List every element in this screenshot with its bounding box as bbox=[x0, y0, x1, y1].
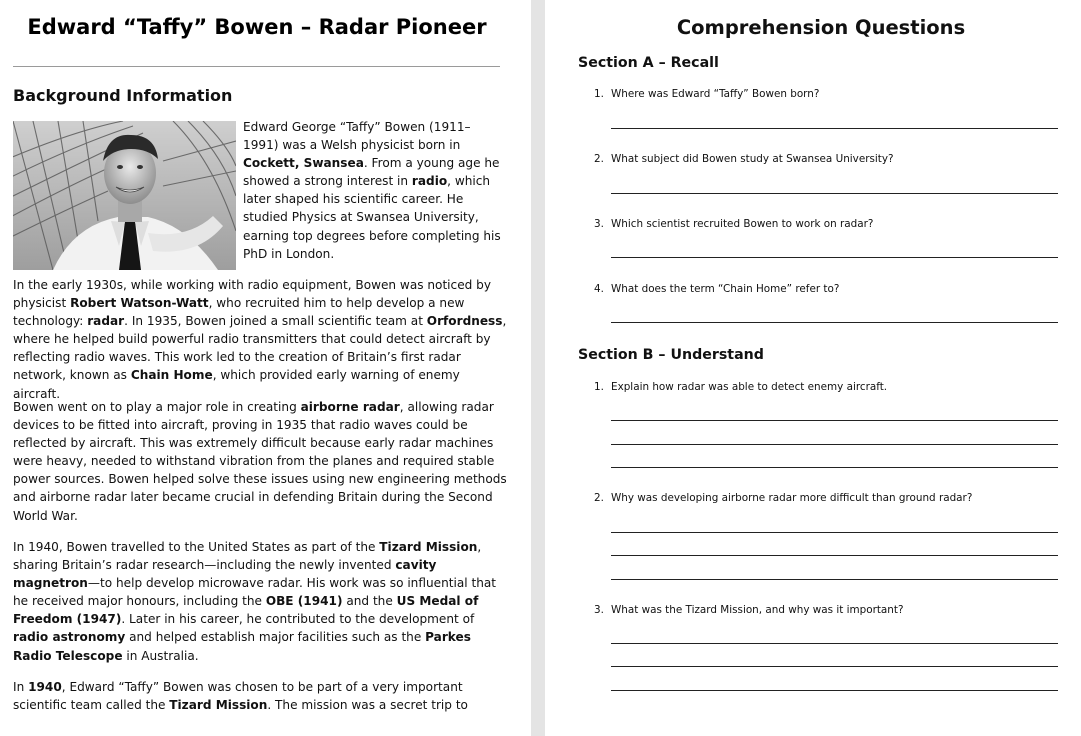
bold-text: Parkes Radio Telescope bbox=[13, 630, 471, 663]
text-run: , which later shaped his scientific career. He studied Physics at Swansea University, earning top degrees before completing his PhD in London. bbox=[243, 174, 501, 261]
bold-text: Chain Home bbox=[130, 368, 213, 383]
answer-line[interactable] bbox=[611, 643, 1058, 644]
question-number: 4. bbox=[594, 283, 604, 295]
background-heading: Background Information bbox=[13, 86, 233, 105]
text-run: . Later in his career, he contributed to the development of bbox=[121, 612, 475, 627]
bold-text: US Medal of Freedom (1947) bbox=[13, 594, 479, 627]
document-title: Edward “Taffy” Bowen – Radar Pioneer bbox=[27, 15, 487, 39]
question-number: 2. bbox=[594, 492, 604, 504]
questions-title: Comprehension Questions bbox=[676, 16, 966, 39]
question-text: Explain how radar was able to detect enemy aircraft. bbox=[611, 381, 888, 393]
question-number: 3. bbox=[594, 218, 604, 230]
question-text: What subject did Bowen study at Swansea University? bbox=[611, 153, 894, 165]
answer-line[interactable] bbox=[611, 420, 1058, 421]
question-a2 bbox=[594, 153, 894, 165]
bold-text: radar bbox=[87, 314, 125, 329]
bold-text: OBE (1941) bbox=[265, 594, 343, 609]
question-number: 1. bbox=[594, 88, 604, 100]
bold-text: Robert Watson-Watt bbox=[70, 296, 209, 311]
text-run: and helped establish major facilities such as the bbox=[125, 630, 426, 645]
question-number: 1. bbox=[594, 381, 604, 393]
question-a3 bbox=[594, 218, 873, 230]
bold-text: 1940 bbox=[28, 680, 62, 694]
answer-line[interactable] bbox=[611, 467, 1058, 468]
text-run: , sharing Britain’s radar research—including the newly invented bbox=[13, 540, 482, 573]
text-run: Edward George “Taffy” Bowen (1911–1991) was a Welsh physicist born in bbox=[243, 120, 471, 153]
radar-development-paragraph bbox=[13, 276, 509, 403]
text-run: . From a young age he showed a strong interest in bbox=[243, 156, 500, 189]
answer-line[interactable] bbox=[611, 444, 1058, 445]
question-text: Which scientist recruited Bowen to work on radar? bbox=[611, 218, 874, 230]
bold-text: Cockett, Swansea bbox=[243, 156, 364, 171]
answer-line[interactable] bbox=[611, 322, 1058, 323]
bold-text: cavity magnetron bbox=[13, 558, 437, 591]
title-divider bbox=[13, 66, 500, 67]
answer-line[interactable] bbox=[611, 555, 1058, 556]
text-run: , which provided early warning of enemy aircraft. bbox=[13, 368, 460, 401]
text-run: Bowen went on to play a major role in creating bbox=[13, 400, 301, 414]
bold-text: Tizard Mission bbox=[169, 698, 268, 713]
bowen-photo-illustration bbox=[13, 121, 236, 270]
text-run: In bbox=[13, 680, 29, 694]
answer-line[interactable] bbox=[611, 257, 1058, 258]
text-run: In the early 1930s, while working with radio equipment, Bowen was noticed by physicist bbox=[13, 278, 491, 311]
text-run: , who recruited him to help develop a new technology: bbox=[13, 296, 465, 329]
bold-text: Orfordness bbox=[426, 314, 503, 329]
text-run: . In 1935, Bowen joined a small scientific team at bbox=[124, 314, 427, 329]
text-run: and the bbox=[342, 594, 397, 609]
bold-text: radio astronomy bbox=[13, 630, 126, 645]
question-text: Why was developing airborne radar more difficult than ground radar? bbox=[611, 492, 973, 504]
text-run: . The mission was a secret trip to bbox=[267, 698, 468, 713]
text-run: In 1940, Bowen travelled to the United States as part of the bbox=[13, 540, 380, 554]
question-b1 bbox=[594, 381, 887, 393]
question-a4 bbox=[594, 283, 839, 295]
question-number: 3. bbox=[594, 604, 604, 616]
text-run: in Australia. bbox=[122, 648, 199, 663]
bold-text: airborne radar bbox=[300, 400, 400, 414]
answer-line[interactable] bbox=[611, 128, 1058, 129]
question-text: What does the term “Chain Home” refer to? bbox=[611, 283, 840, 295]
bowen-photo bbox=[13, 121, 236, 270]
question-b2 bbox=[594, 492, 972, 504]
answer-line[interactable] bbox=[611, 532, 1058, 533]
airborne-radar-paragraph bbox=[13, 398, 509, 525]
question-number: 2. bbox=[594, 153, 604, 165]
question-b3 bbox=[594, 604, 903, 616]
section-a-heading: Section A – Recall bbox=[578, 55, 719, 71]
right-page bbox=[545, 0, 1081, 736]
answer-line[interactable] bbox=[611, 666, 1058, 667]
answer-line[interactable] bbox=[611, 579, 1058, 580]
text-run: —to help develop microwave radar. His work was so influential that he received major honours, including the bbox=[13, 576, 497, 609]
answer-line[interactable] bbox=[611, 690, 1058, 691]
left-page bbox=[0, 0, 531, 736]
answer-line[interactable] bbox=[611, 193, 1058, 194]
tizard-detail-paragraph bbox=[13, 678, 509, 714]
bold-text: Tizard Mission bbox=[379, 540, 478, 554]
text-run: , allowing radar devices to be fitted into aircraft, proving in 1935 that radio waves could be reflected by aircraft. This was extremely difficult because early radar machines were heavy, needed to withstand vibration from the planes and required stable power sources. Bowen helped solve these issues using new engineering methods and airborne radar later became crucial in defending Britain during the Second World War. bbox=[13, 400, 507, 523]
question-a1 bbox=[594, 88, 819, 100]
text-run: , where he helped build powerful radio transmitters that could detect aircraft by reflecting radio waves. This work led to the creation of Britain’s first radar network, known as bbox=[13, 314, 507, 383]
question-text: What was the Tizard Mission, and why was it important? bbox=[611, 604, 904, 616]
section-b-heading: Section B – Understand bbox=[578, 347, 764, 363]
tizard-mission-paragraph bbox=[13, 538, 509, 665]
text-run: , Edward “Taffy” Bowen was chosen to be part of a very important scientific team called the bbox=[13, 680, 463, 713]
question-text: Where was Edward “Taffy” Bowen born? bbox=[611, 88, 820, 100]
intro-paragraph bbox=[243, 118, 505, 263]
bold-text: radio bbox=[411, 174, 448, 189]
